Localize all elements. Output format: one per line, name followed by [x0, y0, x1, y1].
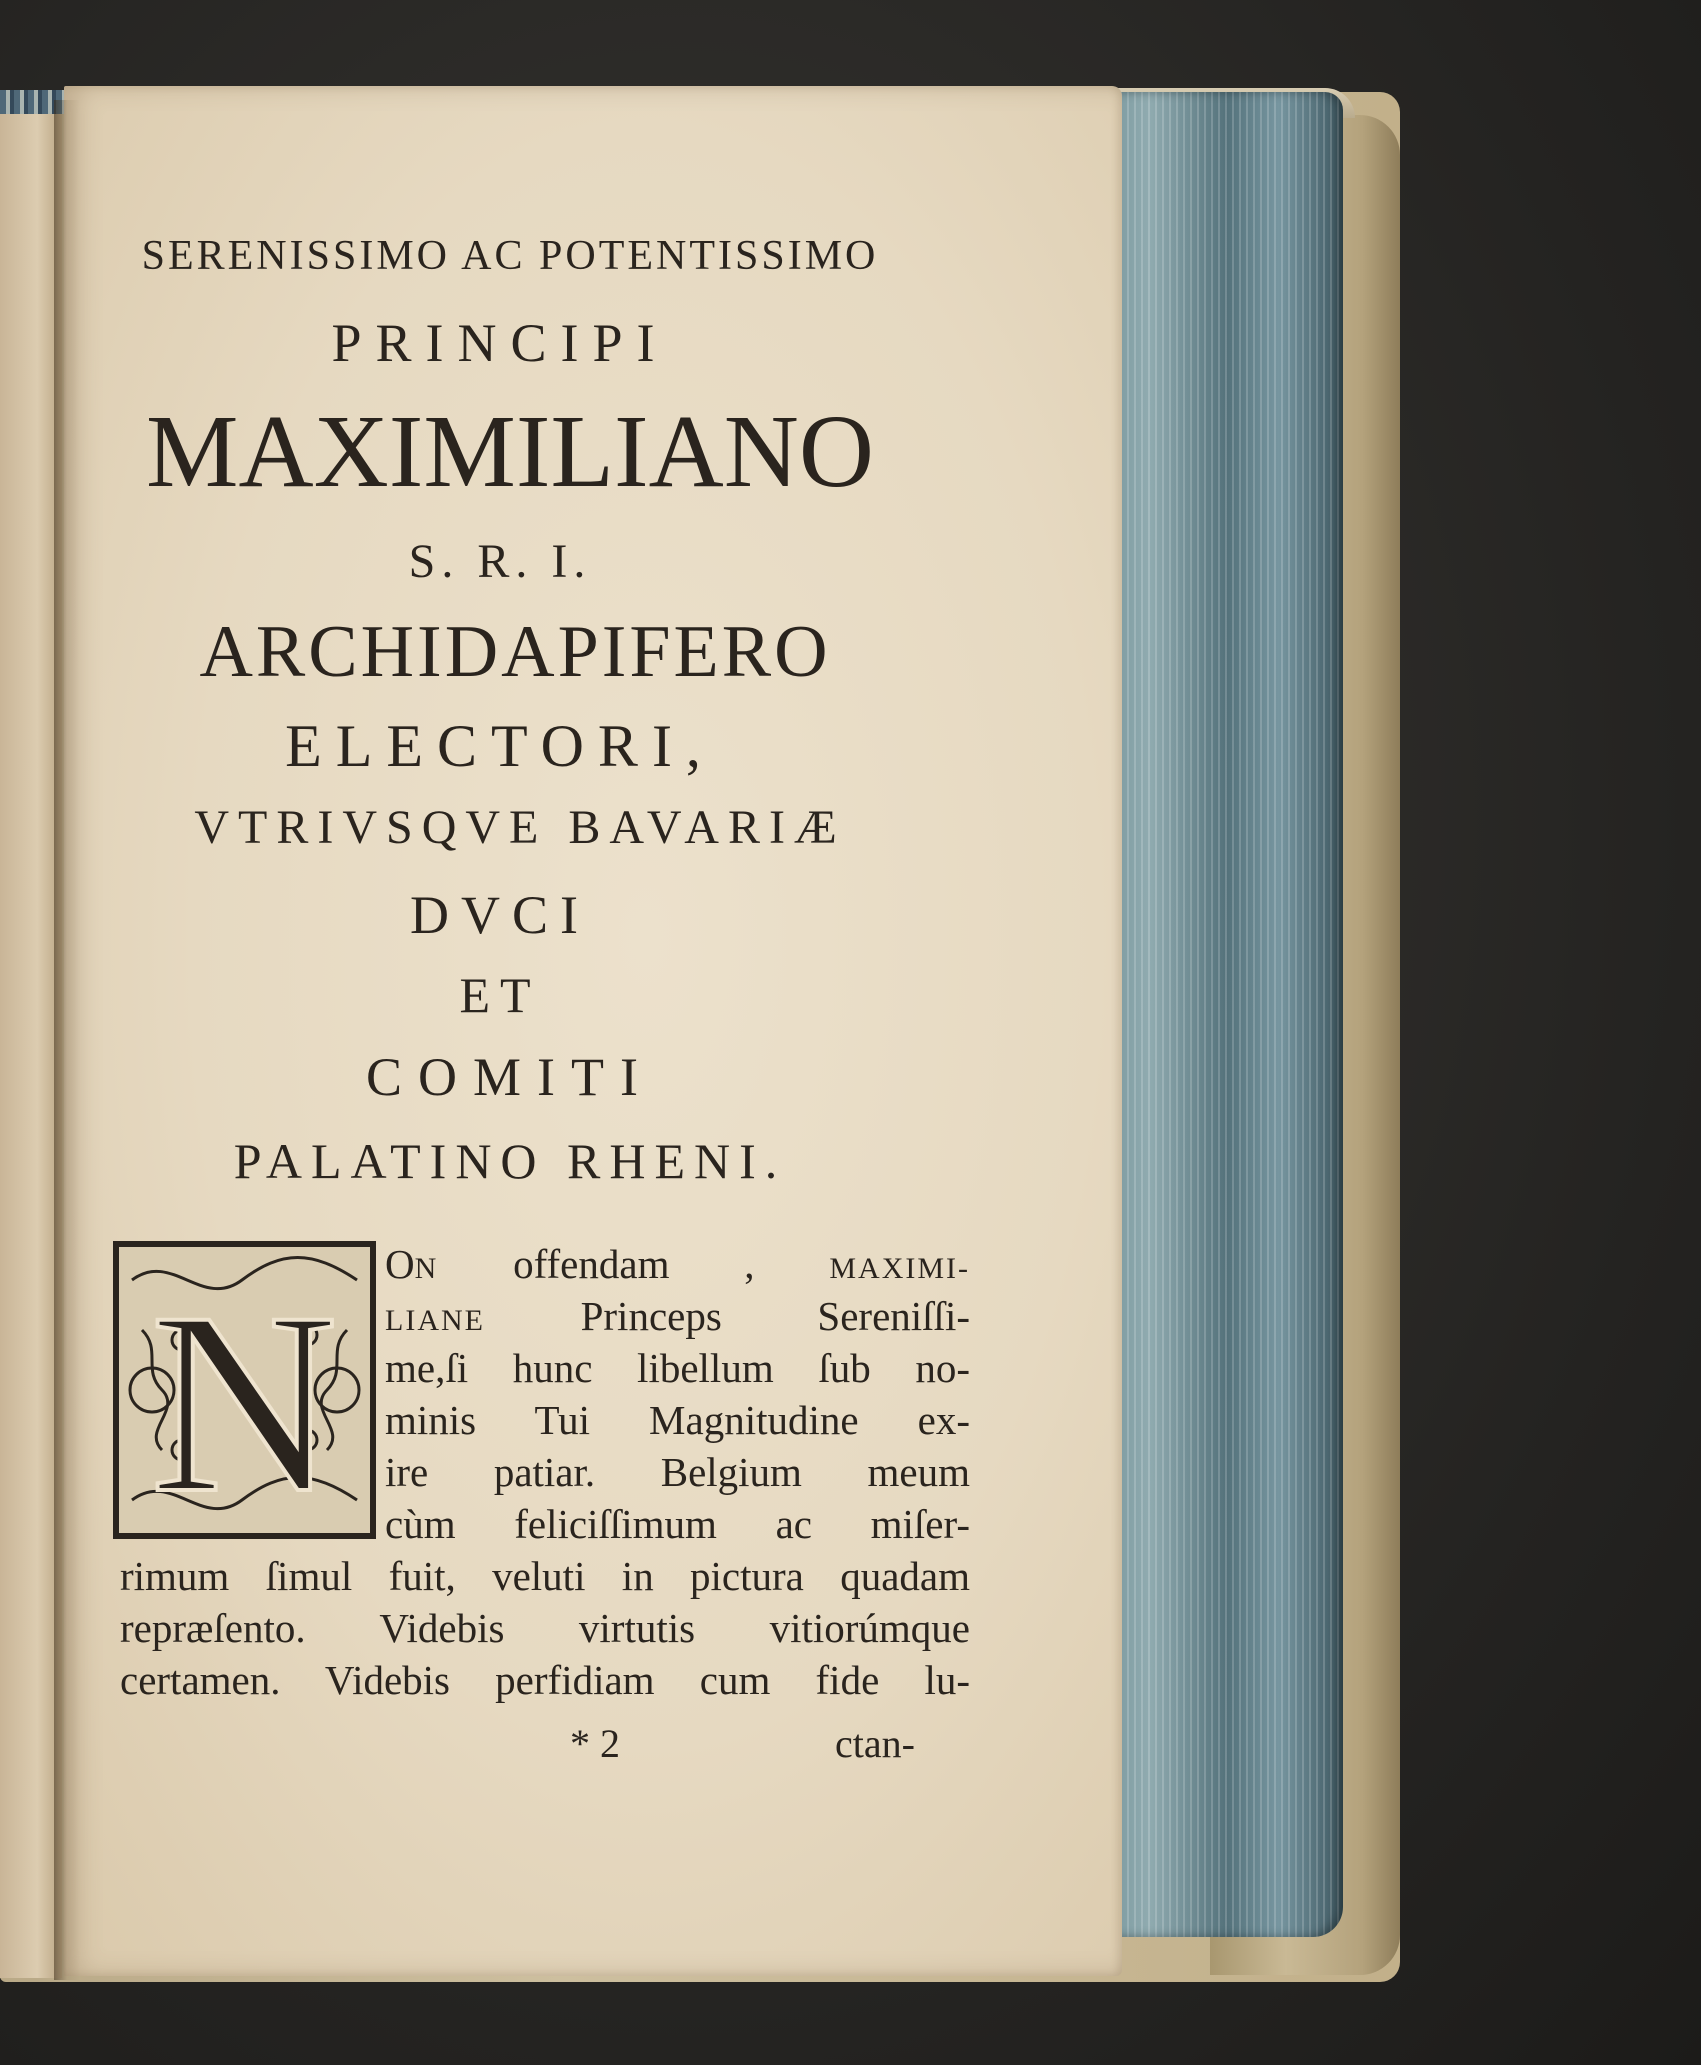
- gutter-shadow: [54, 100, 80, 1980]
- body-line-2-rest: Princeps Sereniſſi-: [484, 1293, 970, 1339]
- body-line-7: rimum ſimul fuit, veluti in pictura quadam: [120, 1553, 970, 1599]
- heading-line-11: PALATINO RHENI.: [233, 1133, 787, 1189]
- heading-line-1: SERENISSIMO AC POTENTISSIMO: [141, 233, 879, 279]
- body-line-8: repræſento. Videbis virtutis vitiorúmque: [120, 1605, 970, 1651]
- catchword: ctan-: [835, 1721, 915, 1766]
- decorated-initial-n: [112, 1240, 377, 1540]
- initial-letter: N: [150, 1259, 338, 1540]
- body-line-1-rest: offendam ,: [513, 1241, 830, 1287]
- heading-line-10: COMITI: [366, 1047, 654, 1107]
- heading-line-7: VTRIVSQVE BAVARIÆ: [194, 801, 846, 854]
- heading-line-2: PRINCIPI: [331, 313, 669, 373]
- heading-line-9: ET: [459, 967, 541, 1023]
- body-line-5: ire patiar. Belgium meum: [385, 1449, 970, 1495]
- body-line-3: me,ſi hunc libellum ſub no-: [385, 1345, 970, 1391]
- body-line-1-start: O: [385, 1241, 415, 1287]
- body-line-6: cùm feliciſſimum ac miſer-: [385, 1501, 970, 1547]
- body-line-1-name: MAXIMI-: [829, 1252, 971, 1285]
- heading-line-5: ARCHIDAPIFERO: [199, 611, 831, 693]
- heading-line-4: S. R. I.: [408, 535, 592, 588]
- heading-line-8: DVCI: [410, 885, 590, 945]
- body-line-2-smallcaps: LIANE: [385, 1304, 485, 1337]
- heading-line-6: ELECTORI,: [285, 713, 715, 779]
- body-line-2: [385, 1292, 970, 1340]
- body-line-1: [385, 1240, 970, 1288]
- body-line-4: minis Tui Magnitudine ex-: [385, 1397, 970, 1443]
- heading-line-3: MAXIMILIANO: [146, 394, 874, 509]
- fore-edge-pages: [1085, 92, 1343, 1937]
- left-page: [0, 108, 62, 1978]
- body-line-9: certamen. Videbis perfidiam cum fide lu-: [120, 1657, 970, 1703]
- body-line-1-smallcaps: N: [414, 1252, 439, 1285]
- signature-mark: * 2: [570, 1721, 620, 1766]
